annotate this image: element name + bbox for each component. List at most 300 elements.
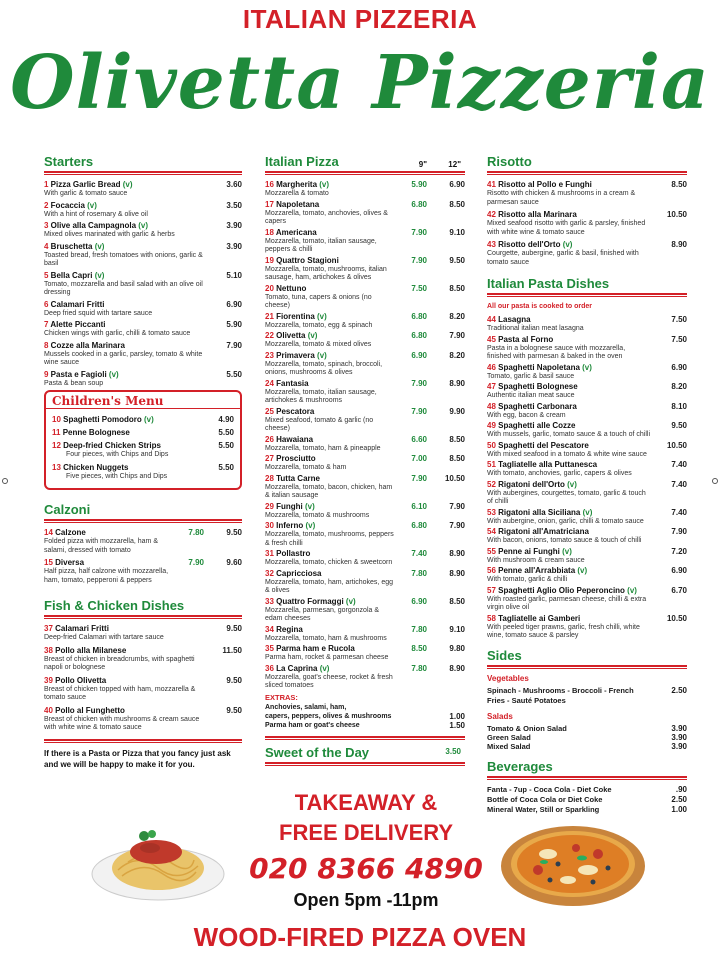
menu-item-number: 34: [265, 624, 277, 634]
price-12-inch: 9.80: [449, 644, 465, 653]
section-divider: [46, 408, 240, 409]
price-9-inch: 7.80: [411, 624, 427, 634]
menu-item-number: 45: [487, 334, 499, 344]
menu-item-price: 6.90: [671, 566, 687, 575]
beverage-price: 2.50: [671, 794, 687, 804]
menu-item: [265, 180, 465, 199]
vegetarian-tag: (v): [305, 331, 318, 340]
menu-item-name: [487, 335, 687, 345]
menu-item-name: [487, 566, 687, 576]
vegetarian-tag: (v): [106, 369, 119, 379]
menu-item-name: [52, 463, 234, 473]
price-9-inch: 7.50: [411, 283, 427, 293]
menu-item: [52, 415, 234, 425]
menu-item-price: 7.40: [671, 460, 687, 469]
menu-item-number: 40: [44, 705, 56, 715]
menu-item: [44, 646, 242, 673]
menu-item-title: Chicken Nuggets: [63, 462, 129, 472]
menu-item-number: 33: [265, 596, 277, 606]
menu-item-title: Pollo al Funghetto: [55, 705, 125, 715]
pizza-heading: Italian Pizza: [265, 154, 339, 169]
menu-item-price: 10.50: [666, 613, 687, 623]
section-divider: [487, 665, 687, 669]
salad-name: Mixed Salad: [487, 741, 531, 751]
price-9-inch: 7.80: [411, 663, 427, 673]
menu-item-number: 3: [44, 221, 51, 230]
menu-item-number: 2: [44, 200, 51, 210]
menu-item-title: Focaccia: [50, 200, 85, 210]
menu-item-number: 16: [265, 180, 277, 189]
menu-item-price: 9.50: [671, 421, 687, 430]
menu-item-title: Alette Piccanti: [50, 320, 106, 329]
menu-item-description: Deep fried squid with tartare sauce: [44, 309, 153, 317]
menu-item: [265, 597, 465, 624]
menu-item: [44, 320, 242, 339]
menu-item-description: With garlic & tomato sauce: [44, 190, 128, 197]
menu-item-name: [265, 454, 465, 464]
menu-item: [52, 441, 234, 460]
menu-item-name: [44, 558, 242, 568]
section-divider: [265, 736, 465, 740]
price-12-inch: 6.90: [449, 180, 465, 189]
menu-item-title: Bella Capri: [50, 270, 93, 280]
menu-item-title: Fiorentina: [276, 311, 315, 321]
vegetarian-tag: (v): [314, 350, 327, 360]
menu-item: [265, 331, 465, 350]
menu-item-price: 5.50: [218, 441, 234, 450]
menu-item-name: [487, 180, 687, 190]
menu-item-number: 50: [487, 440, 499, 450]
price-9-inch: 7.90: [188, 558, 204, 567]
menu-item-number: 52: [487, 479, 499, 489]
menu-item-name: [265, 180, 465, 190]
menu-item-description: Pasta & bean soup: [44, 379, 104, 387]
menu-item-description: Mixed seafood risotto with garlic & parsley, finished with white wine & tomato sauce: [487, 220, 646, 236]
menu-item-number: 24: [265, 378, 277, 388]
price-9-inch: 7.00: [411, 454, 427, 463]
menu-item-title: Olive alla Campagnola: [50, 221, 137, 230]
menu-item: [52, 463, 234, 482]
menu-item: [44, 528, 242, 555]
calzoni-heading: Calzoni: [44, 502, 91, 517]
page-marker-right: [712, 478, 718, 484]
menu-item-price: 9.50: [226, 705, 242, 715]
price-9-inch: 7.90: [411, 406, 427, 416]
menu-item-number: 4: [44, 241, 51, 251]
menu-item-number: 46: [487, 362, 499, 372]
menu-item: [487, 363, 687, 382]
menu-item-title: Fantasia: [276, 378, 309, 388]
menu-item: [44, 370, 242, 389]
menu-item-name: [265, 597, 465, 607]
menu-item-price: 3.60: [226, 180, 242, 189]
menu-item: [487, 460, 687, 479]
menu-item-name: [265, 521, 465, 531]
menu-item-title: Deep-fried Chicken Strips: [63, 441, 161, 450]
menu-item: [265, 549, 465, 568]
menu-item-title: Penne Bolognese: [62, 428, 130, 437]
section-divider: [44, 615, 242, 619]
menu-item-name: [265, 407, 465, 417]
price-9-inch: 6.80: [411, 199, 427, 209]
menu-item-name: [265, 331, 465, 341]
menu-item: [487, 421, 687, 440]
menu-item-title: Tagliatelle alla Puttanesca: [498, 460, 598, 469]
menu-item-description: Half pizza, half calzone with mozzarella, ham, tomato, pepperoni & peppers: [44, 568, 169, 584]
menu-item-number: 13: [52, 462, 64, 472]
menu-item-name: [44, 300, 242, 310]
menu-item-name: [44, 221, 242, 231]
extras-text: Parma ham or goat's cheese: [265, 721, 360, 729]
menu-item-name: [265, 644, 465, 654]
menu-item-price: 3.50: [226, 200, 242, 210]
column-right: [487, 154, 687, 815]
salad-row: [487, 724, 687, 733]
menu-item-title: Margherita: [276, 180, 318, 189]
extras-price: 1.50: [449, 720, 465, 730]
menu-item: [265, 379, 465, 406]
menu-item-title: Pollo alla Milanese: [55, 645, 127, 655]
price-9-inch: 7.90: [411, 255, 427, 265]
extras-text: capers, peppers, olives & mushrooms: [265, 712, 392, 720]
beverages-list: [487, 785, 687, 815]
section-divider: [44, 519, 242, 523]
menu-item-title: Spaghetti del Pescatore: [498, 440, 589, 450]
menu-item-number: 18: [265, 227, 276, 237]
menu-item-name: [265, 549, 465, 559]
salad-price: 3.90: [671, 741, 687, 751]
menu-item-description: With mixed seafood in a tomato & white wine sauce: [487, 450, 647, 458]
section-divider: [44, 171, 242, 175]
menu-item-number: 58: [487, 613, 499, 623]
menu-item-number: 44: [487, 315, 499, 324]
menu-item-number: 48: [487, 401, 499, 411]
menu-item-price: 9.50: [226, 624, 242, 633]
price-9-inch: 6.80: [411, 331, 427, 340]
menu-item-price: 6.90: [226, 299, 242, 309]
menu-item-description: Pasta in a bolognese sauce with mozzarella, finished with parmesan & baked in the oven: [487, 344, 626, 360]
menu-item-number: 54: [487, 527, 499, 536]
section-divider: [44, 739, 242, 743]
menu-item-description: Authentic italian meat sauce: [487, 392, 575, 399]
price-9-inch: 6.60: [411, 434, 427, 444]
column-middle: [265, 154, 465, 771]
menu-item: [487, 480, 687, 507]
menu-item-title: Spaghetti alle Cozze: [498, 421, 576, 430]
extras-price: 1.00: [449, 711, 465, 721]
price-12-inch: 9.10: [449, 227, 465, 237]
size-12-header: 12": [448, 160, 461, 169]
menu-item-name: [265, 435, 465, 445]
menu-item: [44, 706, 242, 733]
menu-item-title: Calamari Fritti: [55, 624, 109, 633]
menu-item-title: Risotto dell'Orto: [498, 240, 561, 249]
extras-list: [265, 703, 465, 730]
menu-item-description: Tomato, garlic & basil sauce: [487, 372, 575, 380]
menu-item-title: Spaghetti Aglio Olio Peperoncino: [498, 585, 625, 595]
section-divider: [265, 762, 465, 766]
vegetarian-tag: (v): [120, 180, 133, 189]
menu-item-number: 15: [44, 558, 56, 567]
menu-item-number: 29: [265, 501, 277, 511]
menu-item-number: 51: [487, 460, 499, 469]
vegetarian-tag: (v): [317, 663, 330, 673]
menu-item: [265, 228, 465, 255]
vegetables-heading: Vegetables: [487, 673, 529, 683]
menu-item-description: Mussels cooked in a garlic, parsley, tomato & white wine sauce: [44, 350, 203, 366]
vegetarian-tag: (v): [560, 240, 573, 249]
menu-item-title: Pasta e Fagioli: [50, 369, 107, 379]
extras-text: Anchovies, salami, ham,: [265, 703, 347, 711]
menu-item-title: Pasta al Forno: [498, 334, 554, 344]
menu-item-description: With aubergines, courgettes, tomato, garlic & touch of chilli: [487, 489, 646, 505]
childrens-menu-box: [44, 390, 242, 490]
menu-item: [265, 256, 465, 283]
menu-item-description: Chicken wings with garlic, chilli & tomato sauce: [44, 330, 191, 337]
takeaway-line-1: TAKEAWAY &: [294, 790, 438, 815]
menu-item-name: [487, 382, 687, 392]
vegetarian-tag: (v): [317, 180, 330, 189]
price-12-inch: 8.90: [449, 568, 465, 578]
price-12-inch: 8.50: [449, 434, 465, 444]
menu-item-number: 38: [44, 645, 56, 655]
phone-number[interactable]: 020 8366 4890: [249, 852, 483, 885]
menu-item-title: Bruschetta: [50, 241, 93, 251]
beverage-row: [487, 785, 687, 795]
menu-item: [44, 300, 242, 319]
menu-item-number: 1: [44, 180, 51, 189]
menu-item: [487, 210, 687, 237]
menu-item-title: Penne all'Arrabbiata: [498, 566, 576, 575]
menu-item-price: 5.10: [226, 270, 242, 280]
menu-item: [487, 382, 687, 401]
takeaway-banner: [248, 788, 484, 848]
salads-heading: Salads: [487, 711, 513, 721]
menu-item-title: Calamari Fritti: [50, 299, 105, 309]
vegetarian-tag: (v): [92, 241, 105, 251]
pizza-list: [265, 180, 465, 691]
menu-item-price: 8.20: [671, 382, 687, 391]
menu-item-number: 25: [265, 406, 277, 416]
childrens-menu-list: [52, 415, 234, 481]
vegetarian-tag: (v): [343, 596, 356, 606]
menu-item-description: Tomato, mozzarella and basil salad with an olive oil dressing: [44, 280, 203, 296]
menu-item-number: 57: [487, 585, 499, 595]
menu-item-number: 7: [44, 320, 51, 329]
extras-heading: EXTRAS:: [265, 692, 298, 702]
menu-item: [44, 624, 242, 643]
menu-item-description: Folded pizza with mozzarella, ham & salami, dressed with tomato: [44, 538, 158, 554]
vegetarian-tag: (v): [624, 585, 637, 595]
vegetarian-tag: (v): [575, 566, 588, 575]
menu-item-description: Mozzarella, goat's cheese, rocket & fresh sliced tomatoes: [265, 673, 393, 689]
price-9-inch: 7.90: [411, 473, 427, 483]
menu-item-title: Calzone: [55, 528, 86, 537]
menu-item: [44, 341, 242, 368]
menu-item-title: Tagliatelle ai Gamberi: [498, 613, 581, 623]
menu-item: [487, 508, 687, 527]
price-9-inch: 7.80: [188, 528, 204, 537]
price-9-inch: 5.90: [411, 180, 427, 189]
price-9-inch: 6.80: [411, 521, 427, 530]
extras-row: [265, 721, 465, 730]
menu-item-title: Parma ham e Rucola: [276, 644, 355, 653]
menu-item-name: [44, 646, 242, 656]
price-12-inch: 9.60: [226, 558, 242, 567]
menu-item-number: 56: [487, 566, 499, 575]
fish-chicken-heading: Fish & Chicken Dishes: [44, 598, 185, 613]
beverages-heading: Beverages: [487, 758, 553, 774]
pizza-image: [498, 814, 648, 910]
menu-item-price: 6.90: [671, 362, 687, 372]
menu-item-number: 47: [487, 382, 499, 391]
beverage-row: [487, 805, 687, 815]
pasta-list: [487, 315, 687, 641]
menu-item-price: 7.90: [671, 527, 687, 536]
menu-item: [487, 547, 687, 566]
menu-item-title: Regina: [276, 624, 303, 634]
vegetarian-tag: (v): [141, 415, 154, 424]
menu-item: [265, 569, 465, 596]
menu-item-name: [487, 421, 687, 431]
menu-item-name: [265, 379, 465, 389]
section-divider: [487, 171, 687, 175]
menu-item-name: [265, 664, 465, 674]
menu-item-name: [44, 180, 242, 190]
menu-item: [487, 335, 687, 362]
menu-item-price: 7.90: [226, 340, 242, 350]
menu-item-price: 6.70: [671, 585, 687, 595]
menu-item-price: 11.50: [222, 645, 242, 655]
menu-item-title: Spaghetti Bolognese: [498, 382, 578, 391]
menu-item-price: 8.50: [671, 180, 687, 189]
menu-item-title: Funghi: [276, 501, 303, 511]
price-12-inch: 8.20: [449, 311, 465, 321]
salad-price: 3.90: [671, 732, 687, 742]
menu-item: [487, 315, 687, 334]
menu-item-number: 22: [265, 331, 277, 340]
menu-item-description: With bacon, onions, tomato sauce & touch of chilli: [487, 537, 642, 544]
menu-item-title: Quattro Formaggi: [276, 596, 344, 606]
menu-item: [487, 614, 687, 641]
menu-item-name: [487, 586, 687, 596]
menu-item-description: With aubergine, onion, garlic, chilli & tomato sauce: [487, 517, 644, 525]
price-9-inch: 7.90: [411, 378, 427, 388]
menu-item-description: Mozzarella, tomato, ham & pineapple: [265, 444, 381, 452]
menu-item-title: Primavera: [276, 350, 315, 360]
menu-item-name: [487, 363, 687, 373]
menu-item-name: [44, 242, 242, 252]
menu-item: [265, 435, 465, 454]
menu-item-number: 35: [265, 644, 277, 653]
price-12-inch: 8.50: [449, 454, 465, 463]
menu-item-name: [44, 341, 242, 351]
menu-item-name: [52, 415, 234, 425]
menu-item-number: 14: [44, 528, 56, 537]
vegetarian-tag: (v): [559, 546, 572, 556]
menu-item-description: With roasted garlic, parmesan cheese, chilli & extra virgin olive oil: [487, 595, 647, 611]
menu-item-description: Mozzarella, tomato & ham: [265, 464, 347, 471]
menu-item-description: Courgette, aubergine, garlic & basil, finished with tomato sauce: [487, 250, 639, 266]
menu-item-title: Risotto alla Marinara: [498, 210, 577, 219]
menu-item-number: 39: [44, 675, 56, 685]
menu-item-description: Toasted bread, fresh tomatoes with onions, garlic & basil: [44, 251, 203, 267]
price-12-inch: 8.50: [449, 596, 465, 606]
menu-item-description: Mozzarella, tomato, ham & mushrooms: [265, 634, 387, 642]
menu-item-description: Parma ham, rocket & parmesan cheese: [265, 654, 389, 661]
column-left: [44, 154, 242, 770]
menu-item: [265, 454, 465, 473]
menu-item-price: 7.40: [671, 479, 687, 489]
menu-item-name: [265, 625, 465, 635]
sweet-heading: Sweet of the Day: [265, 744, 370, 760]
menu-item-description: Mozzarella, tomato, chicken & sweetcorn: [265, 559, 393, 566]
menu-item-number: 55: [487, 546, 499, 556]
vegetables-row: [487, 686, 687, 706]
brand-logo-text: Olivetta Pizzeria: [10, 40, 710, 126]
menu-item-name: [487, 402, 687, 412]
vegetarian-tag: (v): [84, 200, 97, 210]
menu-item: [44, 558, 242, 585]
menu-item-description: Mozzarella, tomato, italian sausage, peppers & chilli: [265, 237, 377, 253]
price-9-inch: 6.10: [411, 501, 427, 511]
menu-item: [265, 474, 465, 501]
menu-item-name: [487, 480, 687, 490]
takeaway-line-2: FREE DELIVERY: [279, 820, 453, 845]
menu-item-description: With mussels, garlic, tomato sauce & a touch of chilli: [487, 431, 651, 438]
starters-list: [44, 180, 242, 387]
beverage-price: .90: [675, 784, 687, 794]
menu-item-title: Pizza Garlic Bread: [50, 180, 121, 189]
price-12-inch: 10.50: [444, 473, 465, 483]
menu-item-price: 5.50: [226, 369, 242, 379]
price-12-inch: 9.50: [449, 255, 465, 265]
menu-item-number: 6: [44, 299, 51, 309]
beverage-price: 1.00: [671, 804, 687, 814]
beverage-name: Bottle of Coca Cola or Diet Coke: [487, 794, 603, 804]
menu-item-name: [52, 428, 234, 438]
menu-item-title: Tutta Carne: [276, 473, 320, 483]
menu-item-price: 8.90: [671, 240, 687, 249]
menu-item-name: [487, 460, 687, 470]
menu-item-title: Rigatoni all'Amatriciana: [498, 527, 589, 536]
price-12-inch: 7.90: [449, 501, 465, 511]
menu-item-name: [265, 569, 465, 579]
beverage-name: Mineral Water, Still or Sparkling: [487, 804, 600, 814]
menu-item: [265, 502, 465, 521]
top-title: ITALIAN PIZZERIA: [242, 4, 478, 34]
menu-item-title: Quattro Stagioni: [276, 255, 339, 265]
menu-item: [44, 221, 242, 240]
menu-item: [487, 180, 687, 207]
menu-item-number: 37: [44, 624, 56, 633]
menu-item-name: [52, 441, 234, 451]
vegetarian-tag: (v): [92, 270, 105, 280]
price-12-inch: 8.90: [449, 549, 465, 558]
menu-item-name: [487, 614, 687, 624]
menu-item-title: Spaghetti Carbonara: [498, 401, 577, 411]
vegetarian-tag: (v): [314, 311, 327, 321]
menu-item-number: 21: [265, 311, 277, 321]
menu-item-price: 7.50: [671, 315, 687, 324]
menu-item-name: [487, 210, 687, 220]
menu-item-name: [44, 271, 242, 281]
page-marker-left: [2, 478, 8, 484]
menu-item-number: 11: [52, 428, 63, 437]
price-9-inch: 7.80: [411, 568, 427, 578]
salad-name: Tomato & Onion Salad: [487, 723, 567, 733]
menu-item-title: Inferno: [276, 521, 304, 530]
